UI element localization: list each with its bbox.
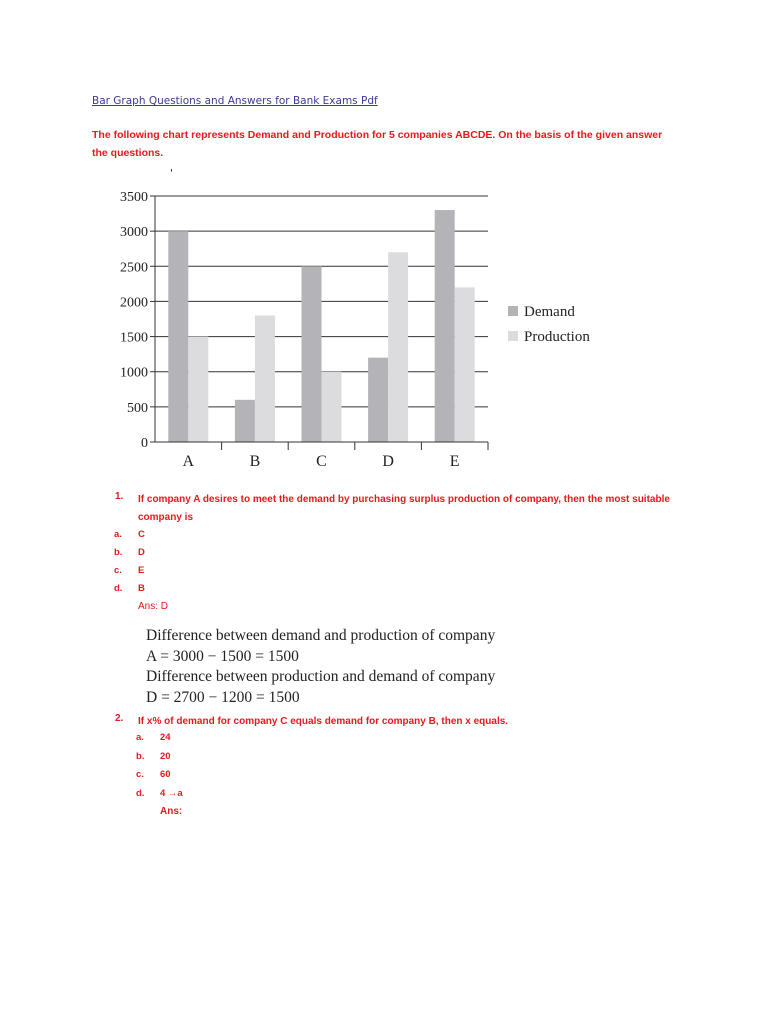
y-tick-label: 0 [141,436,148,451]
bar-production-D [388,252,408,442]
y-tick-label: 1500 [120,330,148,346]
y-tick-label: 3500 [120,190,148,205]
x-tick-label: C [316,453,327,470]
legend-swatch [508,331,518,341]
legend-label: Production [524,329,590,345]
bar-demand-A [168,231,188,442]
legend-swatch [508,306,518,316]
bar-demand-E [435,210,455,442]
bar-production-E [455,287,475,442]
option-value: C [138,529,145,540]
solution-line: D = 2700 − 1200 = 1500 [146,688,300,706]
option-value: 24 [160,732,171,743]
answer-2: Ans: [160,806,183,817]
option-label: d. [136,788,145,799]
solution-line: A = 3000 − 1500 = 1500 [146,647,299,665]
y-tick-label: 1000 [120,365,148,381]
bar-production-A [188,337,208,442]
bar-production-B [255,315,275,442]
option-value: D [138,547,145,558]
legend-label: Demand [524,304,575,320]
option-value: 60 [160,769,171,780]
answer-1: Ans: D [138,601,169,612]
option-value: E [138,565,145,576]
question-text: If x% of demand for company C equals demand for company B, then x equals. [138,716,509,727]
y-tick-label: 2500 [120,260,148,276]
option-label: d. [114,583,123,594]
x-tick-label: B [249,453,261,470]
x-tick-label: E [449,453,460,470]
question-number: 2. [115,713,124,724]
option-label: a. [114,529,122,540]
y-tick-label: 3000 [120,225,148,241]
option-label: b. [114,547,123,558]
solution-block [146,626,495,708]
option-label: c. [114,565,122,576]
intro-text: The following chart represents Demand and Production for 5 companies ABCDE. On the basis of the given answer the questions. [92,129,663,159]
y-tick-label: 2000 [120,295,148,311]
option-label: a. [136,732,144,743]
option-label: b. [136,751,145,762]
bar-production-C [322,372,342,442]
solution-line: Difference between production and demand of company [146,668,496,685]
option-value: 4 →a [160,788,183,799]
option-label: c. [136,769,144,780]
y-tick-label: 500 [127,400,148,416]
option-value: B [138,583,145,594]
question-text: If company A desires to meet the demand by purchasing surplus production of company, then the most suitable company is [138,494,670,523]
bar-demand-B [235,400,255,442]
stray-mark: ' [170,168,173,179]
x-tick-label: D [382,453,394,470]
bar-chart [108,180,628,480]
question-number: 1. [115,491,124,502]
solution-line: Difference between demand and production of company [146,627,496,644]
document-title: Bar Graph Questions and Answers for Bank Exams Pdf [92,95,378,107]
bar-demand-D [368,358,388,442]
x-tick-label: A [182,453,195,470]
option-value: 20 [160,751,171,762]
bar-demand-C [302,266,322,442]
